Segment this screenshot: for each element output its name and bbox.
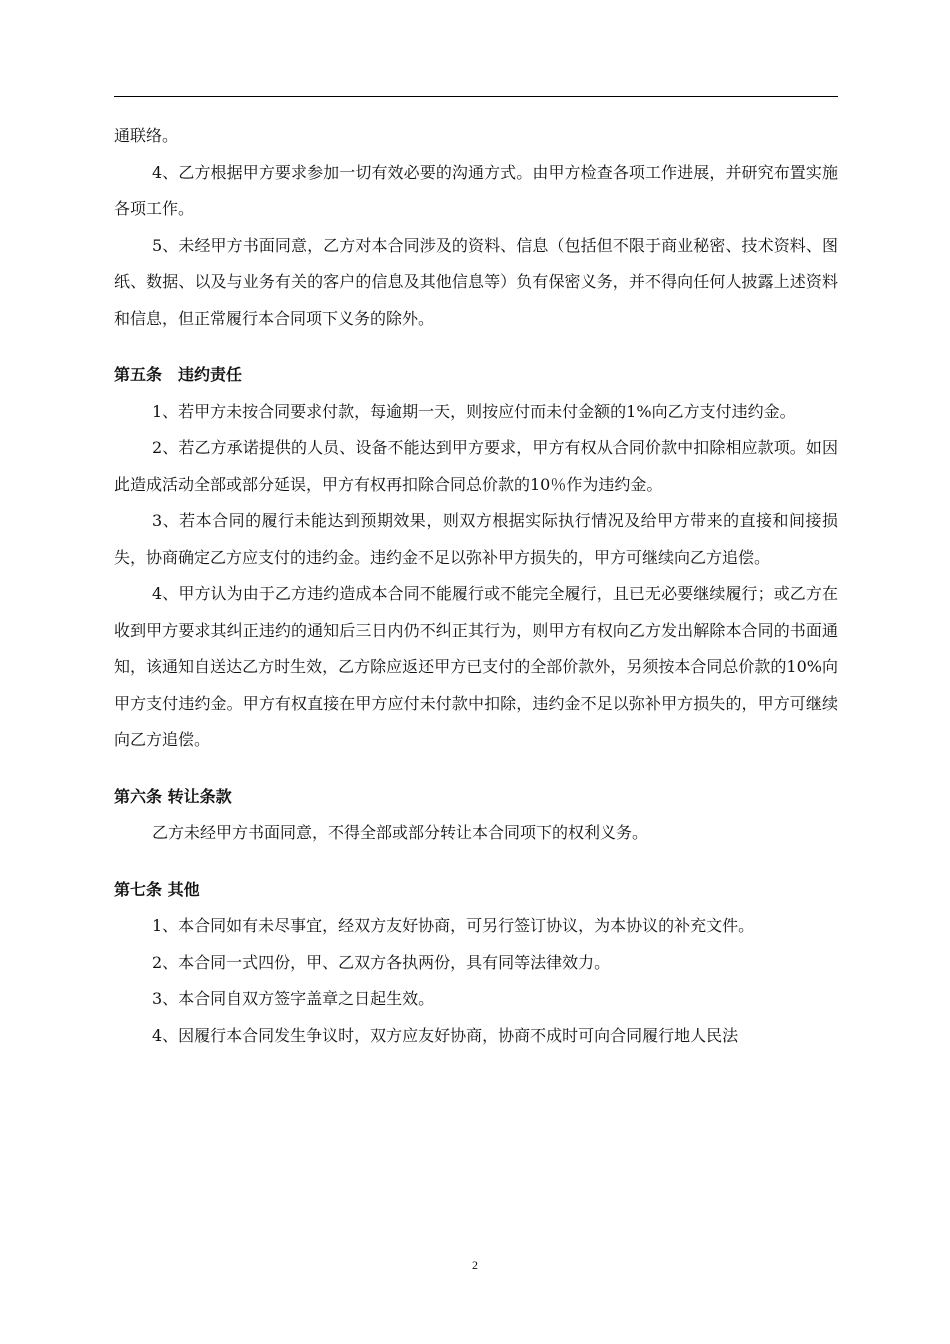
page-number: 2 [472, 1258, 478, 1272]
page-content [114, 118, 838, 1054]
section7-item-4: 4、因履行本合同发生争议时，双方应友好协商，协商不成时可向合同履行地人民法 [152, 1025, 739, 1045]
section7-item-3: 3、本合同自双方签字盖章之日起生效。 [152, 989, 435, 1008]
section5-item-2: 2、若乙方承诺提供的人员、设备不能达到甲方要求，甲方有权从合同价款中扣除相应款项。如因此造成活动全部或部分延误，甲方有权再扣除合同总价款的10％作为违约金。 [114, 438, 838, 494]
section-heading-6: 第六条 转让条款 [114, 786, 232, 806]
section6-text: 乙方未经甲方书面同意，不得全部或部分转让本合同项下的权利义务。 [152, 823, 649, 842]
section7-item-1: 1、本合同如有未尽事宜，经双方友好协商，可另行签订协议，为本协议的补充文件。 [152, 916, 755, 935]
section5-item-4: 4、甲方认为由于乙方违约造成本合同不能履行或不能完全履行，且已无必要继续履行；或乙方在收到甲方要求其纠正违约的通知后三日内仍不纠正其行为，则甲方有权向乙方发出解除本合同的书面通知，该通知自送达乙方时生效，乙方除应返还甲方已支付的全部价款外，另须按本合同总价款的10%向甲方支付违约金。甲方有权直接在甲方应付未付款中扣除，违约金不足以弥补甲方损失的，甲方可继续向乙方追偿。 [114, 584, 838, 749]
paragraph-clause-4: 4、乙方根据甲方要求参加一切有效必要的沟通方式。由甲方检查各项工作进展，并研究布置实施各项工作。 [114, 162, 838, 218]
section-heading-7: 第七条 其他 [114, 879, 200, 899]
section-heading-5: 第五条 违约责任 [114, 365, 243, 384]
paragraph-continuation: 通联络。 [114, 126, 179, 145]
header-rule [114, 96, 838, 97]
section7-item-2: 2、本合同一式四份，甲、乙双方各执两份，具有同等法律效力。 [152, 952, 611, 972]
paragraph-clause-5: 5、未经甲方书面同意，乙方对本合同涉及的资料、信息（包括但不限于商业秘密、技术资料、图纸、数据、以及与业务有关的客户的信息及其他信息等）负有保密义务，并不得向任何人披露上述资料和信息，但正常履行本合同项下义务的除外。 [114, 235, 838, 328]
section5-item-1: 1、若甲方未按合同要求付款，每逾期一天，则按应付而未付金额的1%向乙方支付违约金。 [152, 401, 796, 421]
section5-item-3: 3、若本合同的履行未能达到预期效果，则双方根据实际执行情况及给甲方带来的直接和间接损失，协商确定乙方应支付的违约金。违约金不足以弥补甲方损失的，甲方可继续向乙方追偿。 [114, 511, 838, 567]
